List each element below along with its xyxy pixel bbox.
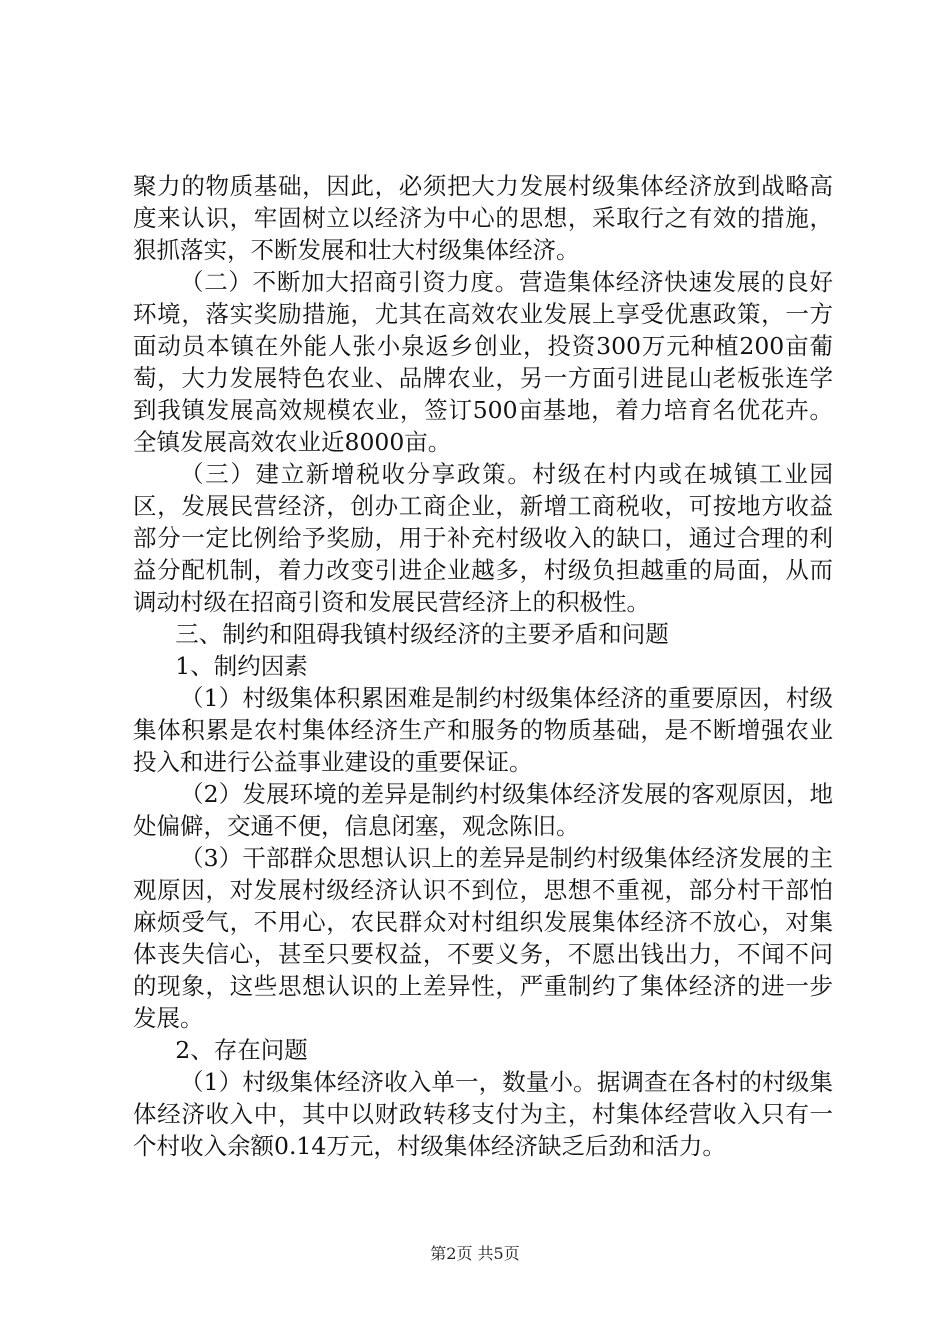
subheading-constraints: 1、制约因素: [175, 652, 308, 680]
paragraph-constraint-2: （2）发展环境的差异是制约村级集体经济发展的客观原因，地处偏僻，交通不便，信息闭塞，观念陈旧。: [133, 780, 833, 840]
page-number-footer: 第2页 共5页: [430, 1244, 520, 1263]
document-body: [133, 170, 833, 1162]
paragraph-tax-sharing: （三）建立新增税收分享政策。村级在村内或在城镇工业园区，发展民营经济，创办工商企业，新增工商税收，可按地方收益部分一定比例给予奖励，用于补充村级收入的缺口，通过合理的利益分配机制，着力改变引进企业越多，村级负担越重的局面，从而调动村级在招商引资和发展民营经济上的积极性。: [133, 460, 833, 616]
section-heading-3: 三、制约和阻碍我镇村级经济的主要矛盾和问题: [175, 620, 669, 648]
paragraph-constraint-1: （1）村级集体积累困难是制约村级集体经济的重要原因，村级集体积累是农村集体经济生产和服务的物质基础，是不断增强农业投入和进行公益事业建设的重要保证。: [133, 684, 833, 776]
paragraph-constraint-3: （3）干部群众思想认识上的差异是制约村级集体经济发展的主观原因，对发展村级经济认识不到位，思想不重视，部分村干部怕麻烦受气，不用心，农民群众对村组织发展集体经济不放心，对集体丧失信心，甚至只要权益，不要义务，不愿出钱出力，不闻不问的现象，这些思想认识的上差异性，严重制约了集体经济的进一步发展。: [133, 844, 833, 1032]
paragraph-investment: （二）不断加大招商引资力度。营造集体经济快速发展的良好环境，落实奖励措施，尤其在高效农业发展上享受优惠政策，一方面动员本镇在外能人张小泉返乡创业，投资300万元种植200亩葡萄，大力发展特色农业、品牌农业，另一方面引进昆山老板张连学到我镇发展高效规模农业，签订500亩基地，着力培育名优花卉。全镇发展高效农业近8000亩。: [133, 268, 833, 456]
subheading-problems: 2、存在问题: [175, 1036, 308, 1064]
paragraph-problem-1: （1）村级集体经济收入单一，数量小。据调查在各村的村级集体经济收入中，其中以财政转移支付为主，村集体经营收入只有一个村收入余额0.14万元，村级集体经济缺乏后劲和活力。: [133, 1068, 833, 1160]
paragraph-continuation: 聚力的物质基础，因此，必须把大力发展村级集体经济放到战略高度来认识，牢固树立以经济为中心的思想，采取行之有效的措施，狠抓落实，不断发展和壮大村级集体经济。: [133, 172, 833, 264]
